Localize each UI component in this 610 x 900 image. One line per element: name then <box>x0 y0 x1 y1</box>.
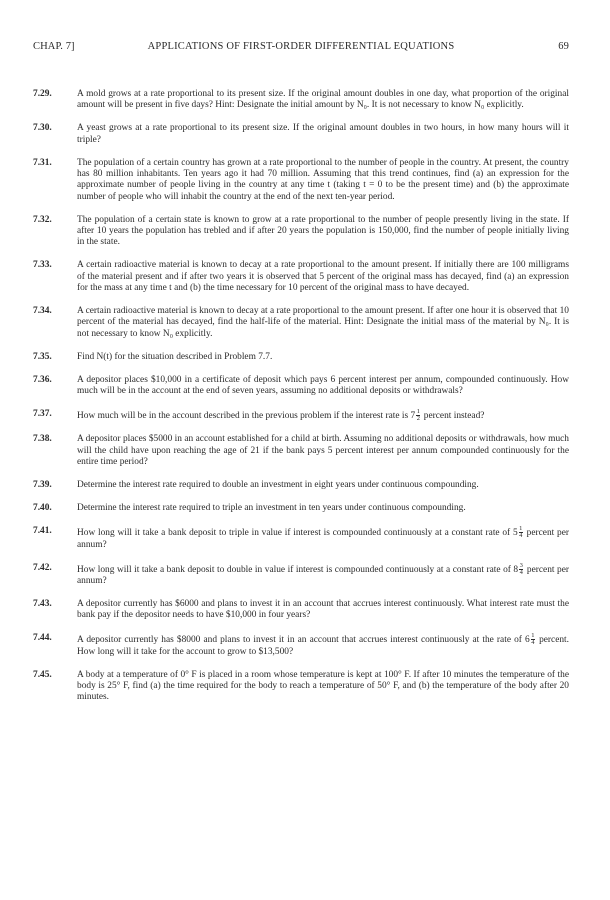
problem-number: 7.31. <box>33 157 52 168</box>
problem-text: Determine the interest rate required to triple an investment in ten years under continuous compounding. <box>77 503 466 514</box>
problem-text-part: How long will it take a bank deposit to double in value if interest is compounded continuously at a constant rate of 8 <box>77 564 519 575</box>
fraction-numerator: 3 <box>519 561 523 569</box>
problem-7-41 <box>33 526 569 551</box>
fraction <box>519 526 523 539</box>
problem-text: A body at a temperature of 0° F is placed in a room whose temperature is kept at 100° F. If after 10 minutes the temperature of the body is 25° F, find (a) the time required for the body to reach a temperature of 50° F, and (b) the temperature of the body after 20 minutes. <box>77 669 569 703</box>
problem-7-35 <box>33 352 569 363</box>
problem-text-part: percent per annum? <box>77 564 570 586</box>
problem-7-34 <box>33 306 569 340</box>
problem-7-42 <box>33 563 569 588</box>
running-header <box>33 41 569 55</box>
problem-number: 7.32. <box>33 214 52 225</box>
fraction-denominator: 4 <box>519 532 523 540</box>
problem-text: A depositor currently has $6000 and plans to invest it in an account that accrues interest continuously. What interest rate must the bank pay if the depositor needs to have $10,000 in four years? <box>77 599 569 621</box>
problem-text: The population of a certain state is known to grow at a rate proportional to the number of people presently living in the state. If after 10 years the population has trebled and if after 20 years the population is 150,000, find the number of people initially living in the state. <box>77 214 569 248</box>
fraction <box>531 633 535 646</box>
fraction-numerator: 1 <box>416 408 420 416</box>
problem-text: A certain radioactive material is known to decay at a rate proportional to the amount present. If after one hour it is observed that 10 percent of the material has decayed, find the half-life of the material. Hint: Designate the initial mass of the material by N₀. It is not necessary to know N₀ explicitly. <box>77 306 569 339</box>
page-number: 69 <box>558 41 569 52</box>
problem-number: 7.45. <box>33 669 52 680</box>
problem-text: Determine the interest rate required to double an investment in eight years under continuous compounding. <box>77 480 479 491</box>
chapter-label: CHAP. 7] <box>33 41 75 52</box>
problem-7-45 <box>33 670 569 704</box>
fraction-numerator: 1 <box>519 525 523 533</box>
problem-text-part: How much will be in the account described in the previous problem if the interest rate is 7 <box>77 411 416 422</box>
fraction-denominator: 2 <box>416 415 420 423</box>
problem-number: 7.40. <box>33 503 52 514</box>
problem-number: 7.36. <box>33 374 52 385</box>
problem-7-38 <box>33 434 569 468</box>
problem-text: A depositor places $5000 in an account established for a child at birth. Assuming no additional deposits or withdrawals, how much will the child have upon reaching the age of 21 if the bank pays 5 percent interest per annum compounded continuously for the entire time period? <box>77 434 569 467</box>
problem-text-part: A depositor currently has $8000 and plans to invest it in an account that accrues interest continuously at the rate of 6 <box>77 635 530 646</box>
fraction-denominator: 4 <box>519 568 523 576</box>
problem-7-40 <box>33 503 569 514</box>
problem-text: The population of a certain country has grown at a rate proportional to the number of people in the country. At present, the country has 80 million inhabitants. Ten years ago it had 70 million. Assuming that this trend continues, find (a) an expression for the approximate number of people living in the country at any time t (taking t = 0 to be the present time) and (b) the approximate number of people who will inhabit the country at the end of the next ten-year period. <box>77 157 569 202</box>
problem-number: 7.35. <box>33 351 52 362</box>
problem-text: Find N(t) for the situation described in Problem 7.7. <box>77 351 273 362</box>
problem-text <box>77 409 569 422</box>
fraction <box>416 409 420 422</box>
problem-number: 7.43. <box>33 599 52 610</box>
problem-number: 7.30. <box>33 123 52 134</box>
problem-number: 7.42. <box>33 562 52 573</box>
problem-number: 7.41. <box>33 526 52 537</box>
problem-number: 7.29. <box>33 89 52 99</box>
problem-number: 7.37. <box>33 409 52 420</box>
problem-7-32 <box>33 215 569 249</box>
problem-text <box>77 563 569 588</box>
problem-7-39 <box>33 480 569 491</box>
problem-text: A depositor places $10,000 in a certificate of deposit which pays 6 percent interest per annum, compounded continuously. How much will be in the account at the end of seven years, assuming no additional deposits or withdrawals? <box>77 374 569 397</box>
problem-text-part: How long will it take a bank deposit to triple in value if interest is compounded continuously at a constant rate of 5 <box>77 528 518 539</box>
chapter-title: APPLICATIONS OF FIRST-ORDER DIFFERENTIAL EQUATIONS <box>147 41 455 52</box>
problem-number: 7.33. <box>33 260 52 271</box>
problem-7-43 <box>33 599 569 622</box>
problem-7-31 <box>33 158 569 203</box>
fraction <box>519 563 523 576</box>
problem-text-part: percent per annum? <box>77 528 569 550</box>
problem-7-30 <box>33 123 569 146</box>
problem-list <box>33 89 569 716</box>
problem-7-36 <box>33 375 569 398</box>
problem-text: A yeast grows at a rate proportional to its present size. If the original amount doubles in two hours, in how many hours will it triple? <box>77 123 569 145</box>
problem-number: 7.39. <box>33 480 52 491</box>
problem-number: 7.44. <box>33 633 52 644</box>
problem-text: A certain radioactive material is known to decay at a rate proportional to the amount present. If initially there are 100 milligrams of the material present and if after two years it is observed that 5 percent of the original mass has decayed, find (a) an expression for the mass at any time t and (b) the time necessary for 10 percent of the original mass to have decayed. <box>77 260 569 294</box>
fraction-denominator: 4 <box>531 639 535 647</box>
problem-text <box>77 633 569 658</box>
problem-7-44 <box>33 633 569 658</box>
problem-text <box>77 526 569 551</box>
problem-text-part: percent instead? <box>421 411 485 422</box>
problem-7-33 <box>33 260 569 294</box>
problem-text: A mold grows at a rate proportional to its present size. If the original amount doubles in one day, what proportion of the original amount will be present in five days? Hint: Designate the initial amount by N₀. It is not necessary to know N₀ explicitly. <box>77 89 569 111</box>
problem-7-37 <box>33 409 569 422</box>
problem-number: 7.38. <box>33 434 52 445</box>
problem-number: 7.34. <box>33 306 52 317</box>
problem-7-29 <box>33 89 569 112</box>
fraction-numerator: 1 <box>531 632 535 640</box>
problem-text-part: percent. How long will it take for the account to grow to $13,500? <box>77 635 569 657</box>
